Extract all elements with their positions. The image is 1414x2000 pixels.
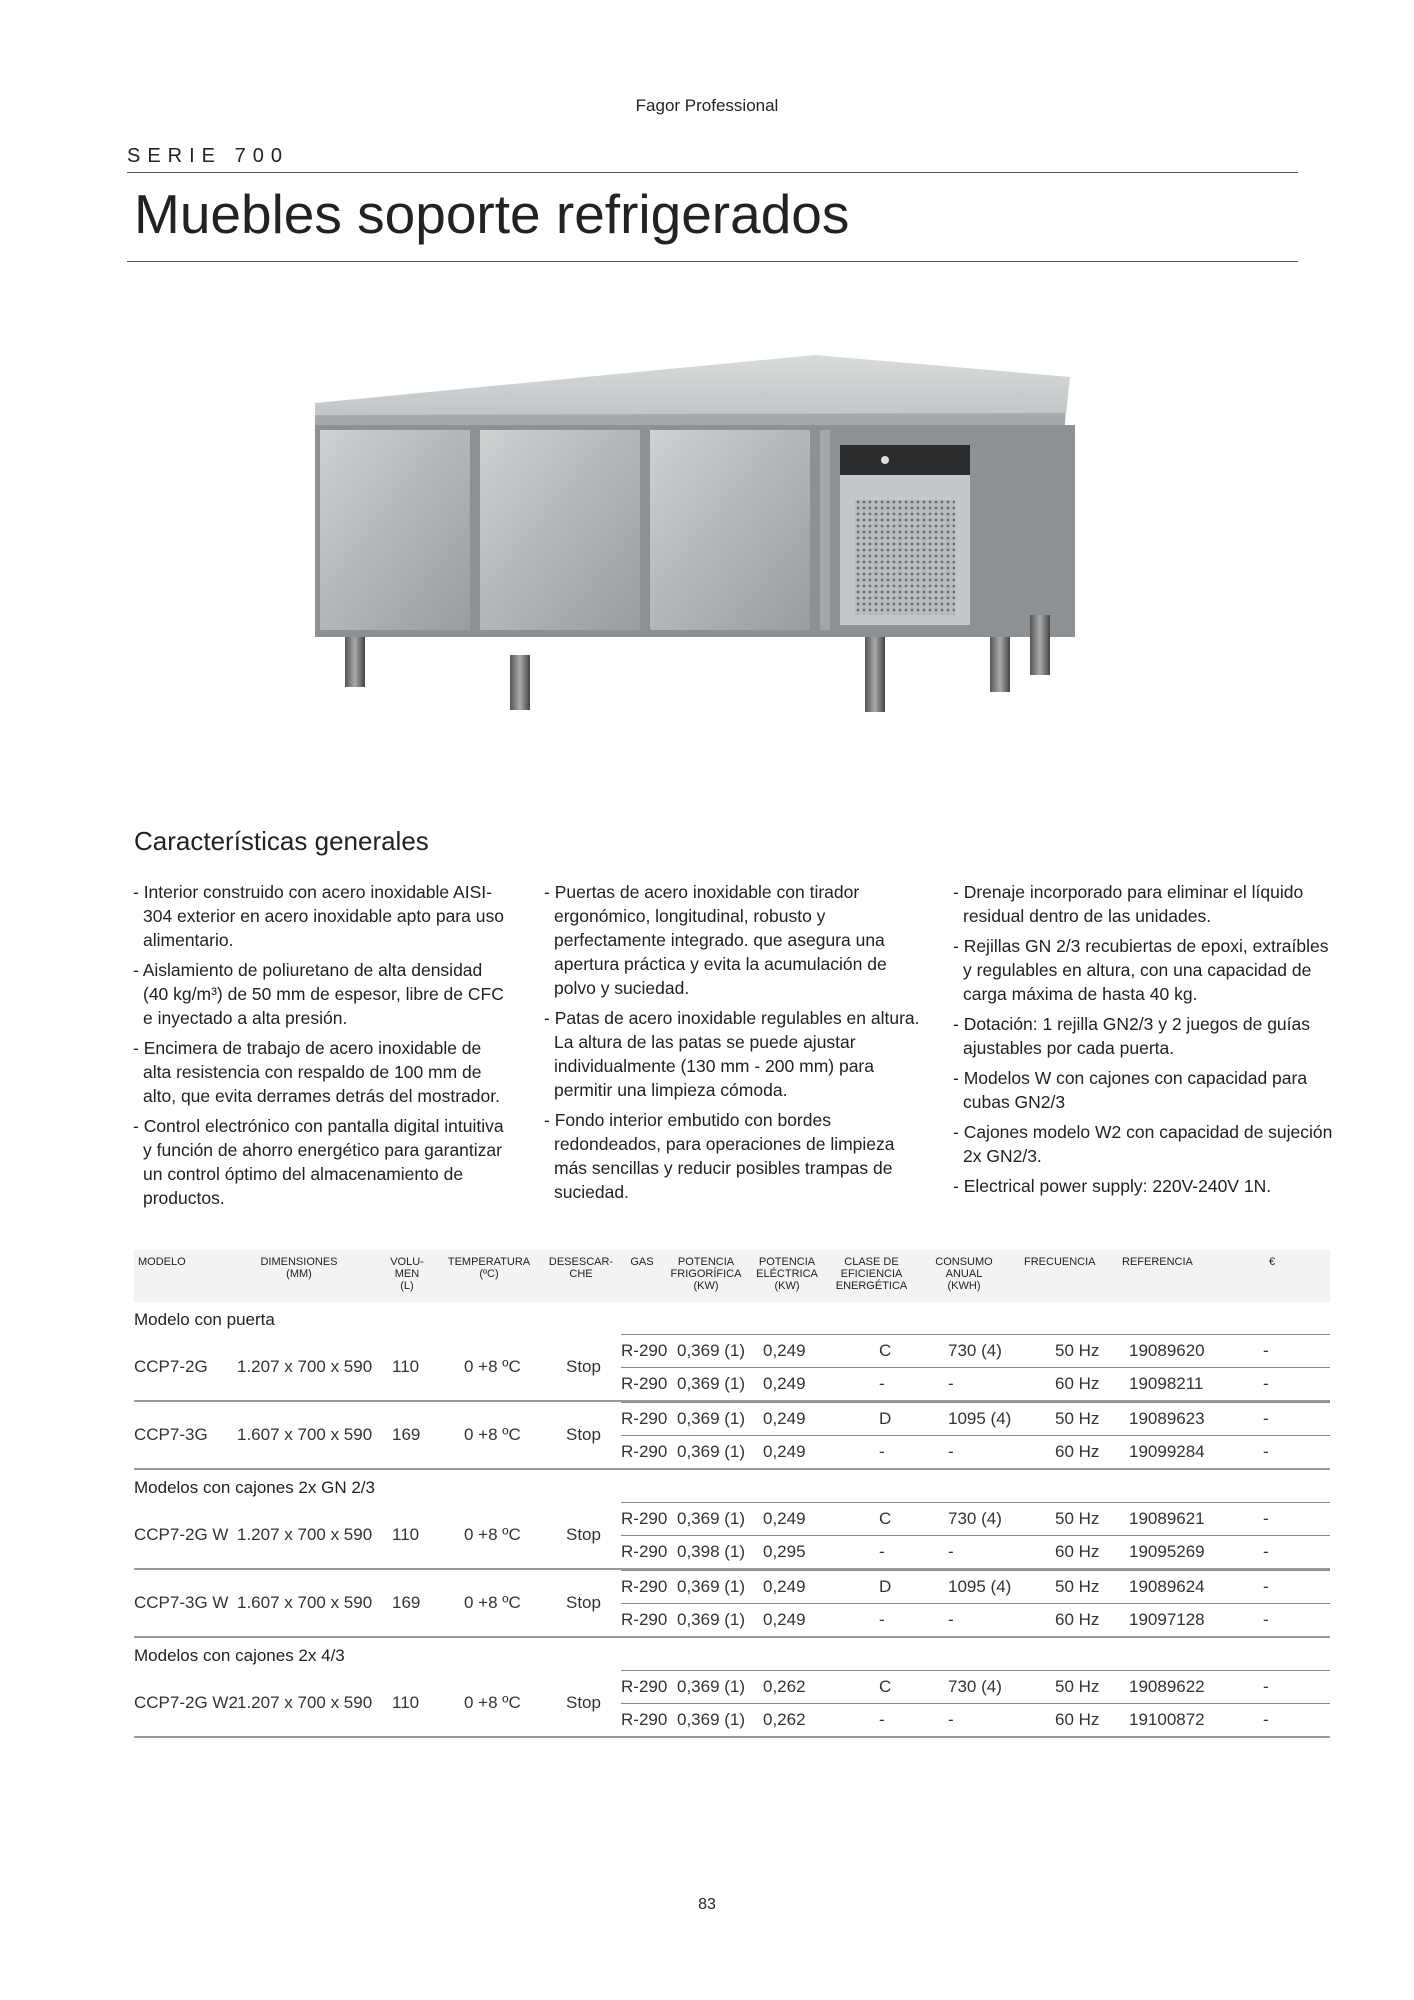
- cell-freq: 60 Hz: [1055, 1374, 1100, 1393]
- cell-dim: 1.607 x 700 x 590: [237, 1593, 373, 1612]
- cell-freq: 50 Hz: [1055, 1509, 1100, 1528]
- cell-freq: 60 Hz: [1055, 1542, 1100, 1561]
- feature-item: - Control electrónico con pantalla digital intuitiva y función de ahorro energético para garantizar un control óptimo del almacenamiento de productos.: [133, 1116, 504, 1208]
- group-label: Modelos con cajones 2x 4/3: [134, 1646, 345, 1665]
- th-frecuencia: FRECUENCIA: [1024, 1256, 1096, 1268]
- cell-pf: 0,369 (1): [677, 1509, 746, 1528]
- cell-temp: 0 +8 ºC: [464, 1525, 521, 1544]
- cell-ref: 19099284: [1129, 1442, 1205, 1461]
- divider: [127, 261, 1298, 262]
- cell-pe: 0,249: [763, 1610, 806, 1629]
- table-header: [134, 1250, 1330, 1302]
- cell-freq: 60 Hz: [1055, 1442, 1100, 1461]
- feature-item: - Drenaje incorporado para eliminar el líquido residual dentro de las unidades.: [953, 882, 1304, 926]
- cell-des: Stop: [566, 1357, 601, 1376]
- cell-ref: 19089623: [1129, 1409, 1205, 1428]
- cell-pf: 0,369 (1): [677, 1710, 746, 1729]
- th-consumo: CONSUMO ANUAL (KWH): [935, 1256, 993, 1292]
- feature-item: - Electrical power supply: 220V-240V 1N.: [953, 1176, 1272, 1196]
- feature-item: - Encimera de trabajo de acero inoxidable de alta resistencia con respaldo de 100 mm de alto, que evita derrames detrás del mostrador.: [133, 1038, 500, 1106]
- divider: [127, 172, 1298, 173]
- section-title: Características generales: [134, 826, 429, 856]
- cell-pf: 0,369 (1): [677, 1610, 746, 1629]
- cell-cons: 730 (4): [948, 1677, 1002, 1696]
- feature-item: - Puertas de acero inoxidable con tirador ergonómico, longitudinal, robusto y perfectamente integrado. que asegura una apertura práctica y evita la acumulación de polvo y suciedad.: [544, 882, 887, 998]
- table-subrow: [621, 1570, 1330, 1603]
- cell-modelo: CCP7-2G W: [134, 1525, 229, 1544]
- cell-modelo: CCP7-2G W2: [134, 1693, 238, 1712]
- cell-clase: -: [879, 1374, 885, 1393]
- cell-dim: 1.607 x 700 x 590: [237, 1425, 373, 1444]
- cell-eur: -: [1263, 1409, 1269, 1428]
- page-title: Muebles soporte refrigerados: [134, 183, 850, 245]
- table-row: [134, 1402, 1330, 1470]
- feature-item: - Interior construido con acero inoxidable AISI-304 exterior en acero inoxidable apto para uso alimentario.: [133, 882, 504, 950]
- cell-vol: 169: [392, 1593, 421, 1612]
- cell-ref: 19100872: [1129, 1710, 1205, 1729]
- th-clase: CLASE DE EFICIENCIA ENERGÉTICA: [835, 1256, 908, 1292]
- cell-vol: 110: [392, 1693, 420, 1712]
- group-heading: [134, 1470, 1330, 1502]
- cell-dim: 1.207 x 700 x 590: [237, 1693, 373, 1712]
- table-subrow: [621, 1603, 1330, 1636]
- cell-modelo: CCP7-3G W: [134, 1593, 229, 1612]
- table-row: [134, 1334, 1330, 1402]
- cell-dim: 1.207 x 700 x 590: [237, 1525, 373, 1544]
- feature-item: - Dotación: 1 rejilla GN2/3 y 2 juegos de guías ajustables por cada puerta.: [953, 1014, 1310, 1058]
- cell-clase: D: [879, 1409, 892, 1428]
- cell-cons: -: [948, 1542, 954, 1561]
- serie-label: SERIE 700: [127, 145, 289, 167]
- cell-pe: 0,295: [763, 1542, 806, 1561]
- cell-pe: 0,249: [763, 1442, 806, 1461]
- cell-clase: D: [879, 1577, 892, 1596]
- cell-freq: 50 Hz: [1055, 1409, 1100, 1428]
- feature-item: - Cajones modelo W2 con capacidad de sujeción 2x GN2/3.: [953, 1122, 1333, 1166]
- cell-clase: -: [879, 1610, 885, 1629]
- cell-pf: 0,398 (1): [677, 1542, 746, 1561]
- cell-cons: -: [948, 1610, 954, 1629]
- table-subrow: [621, 1334, 1330, 1367]
- cell-modelo: CCP7-2G: [134, 1357, 208, 1376]
- cell-gas: R-290: [621, 1677, 668, 1696]
- cell-ref: 19098211: [1129, 1374, 1204, 1393]
- cell-freq: 60 Hz: [1055, 1610, 1100, 1629]
- cell-eur: -: [1263, 1341, 1269, 1360]
- brand-name: Fagor Professional: [635, 96, 779, 115]
- cell-pf: 0,369 (1): [677, 1442, 746, 1461]
- cell-clase: C: [879, 1341, 892, 1360]
- specs-table: [134, 1250, 1330, 1738]
- cell-vol: 110: [392, 1357, 420, 1376]
- group-heading: [134, 1302, 1330, 1334]
- features-column-2: [544, 880, 922, 1210]
- cell-gas: R-290: [621, 1341, 668, 1360]
- feature-item: - Rejillas GN 2/3 recubiertas de epoxi, extraíbles y regulables en altura, con una capacidad de carga máxima de hasta 40 kg.: [953, 936, 1329, 1004]
- cell-eur: -: [1263, 1577, 1269, 1596]
- group-label: Modelos con cajones 2x GN 2/3: [134, 1478, 375, 1497]
- cell-eur: -: [1263, 1610, 1269, 1629]
- th-dimensiones: DIMENSIONES (MM): [260, 1256, 338, 1280]
- refrigerated-counter-image: [225, 295, 1165, 780]
- table-subrow: [621, 1402, 1330, 1435]
- cell-clase: -: [879, 1542, 885, 1561]
- cell-cons: 730 (4): [948, 1341, 1002, 1360]
- th-potencia-electrica: POTENCIA ELÉCTRICA (KW): [756, 1256, 818, 1292]
- cell-ref: 19089620: [1129, 1341, 1205, 1360]
- cell-dim: 1.207 x 700 x 590: [237, 1357, 373, 1376]
- cell-gas: R-290: [621, 1542, 668, 1561]
- features-column-3: [953, 880, 1333, 1204]
- cell-pf: 0,369 (1): [677, 1677, 746, 1696]
- cell-gas: R-290: [621, 1577, 668, 1596]
- cell-modelo: CCP7-3G: [134, 1425, 208, 1444]
- cell-pf: 0,369 (1): [677, 1577, 746, 1596]
- table-subrow: [621, 1435, 1330, 1468]
- feature-item: - Modelos W con cajones con capacidad para cubas GN2/3: [953, 1068, 1308, 1112]
- table-subrow: [621, 1703, 1330, 1736]
- th-temperatura: TEMPERATURA (ºC): [447, 1256, 531, 1280]
- th-referencia: REFERENCIA: [1122, 1256, 1193, 1268]
- cell-freq: 60 Hz: [1055, 1710, 1100, 1729]
- table-row: [134, 1502, 1330, 1570]
- cell-pf: 0,369 (1): [677, 1409, 746, 1428]
- cell-pe: 0,262: [763, 1677, 806, 1696]
- cell-cons: -: [948, 1442, 954, 1461]
- table-row: [134, 1670, 1330, 1738]
- cell-ref: 19095269: [1129, 1542, 1205, 1561]
- cell-gas: R-290: [621, 1442, 668, 1461]
- cell-eur: -: [1263, 1509, 1269, 1528]
- cell-eur: -: [1263, 1442, 1269, 1461]
- th-desescarche: DESESCAR- CHE: [548, 1256, 614, 1280]
- table-subrow: [621, 1502, 1330, 1535]
- cell-gas: R-290: [621, 1610, 668, 1629]
- cell-ref: 19089624: [1129, 1577, 1205, 1596]
- table-subrow: [621, 1670, 1330, 1703]
- cell-temp: 0 +8 ºC: [464, 1425, 521, 1444]
- cell-temp: 0 +8 ºC: [464, 1593, 521, 1612]
- cell-pe: 0,262: [763, 1710, 806, 1729]
- group-label: Modelo con puerta: [134, 1310, 275, 1329]
- cell-vol: 169: [392, 1425, 421, 1444]
- group-heading: [134, 1638, 1330, 1670]
- feature-item: - Aislamiento de poliuretano de alta densidad (40 kg/m³) de 50 mm de espesor, libre de CFC e inyectado a alta presión.: [133, 960, 504, 1028]
- th-gas: GAS: [630, 1256, 654, 1268]
- cell-des: Stop: [566, 1593, 601, 1612]
- th-volumen: VOLU- MEN (L): [390, 1256, 424, 1292]
- cell-pe: 0,249: [763, 1509, 806, 1528]
- cell-gas: R-290: [621, 1374, 668, 1393]
- table-subrow: [621, 1535, 1330, 1568]
- cell-gas: R-290: [621, 1409, 668, 1428]
- cell-pe: 0,249: [763, 1577, 806, 1596]
- table-row: [134, 1570, 1330, 1638]
- cell-temp: 0 +8 ºC: [464, 1357, 521, 1376]
- cell-clase: C: [879, 1509, 892, 1528]
- cell-cons: -: [948, 1710, 954, 1729]
- cell-eur: -: [1263, 1374, 1269, 1393]
- cell-temp: 0 +8 ºC: [464, 1693, 521, 1712]
- th-modelo: MODELO: [138, 1256, 186, 1268]
- cell-cons: 1095 (4): [948, 1409, 1012, 1428]
- cell-pe: 0,249: [763, 1374, 806, 1393]
- cell-ref: 19097128: [1129, 1610, 1205, 1629]
- cell-cons: -: [948, 1374, 954, 1393]
- cell-pf: 0,369 (1): [677, 1374, 746, 1393]
- cell-eur: -: [1263, 1710, 1269, 1729]
- cell-vol: 110: [392, 1525, 420, 1544]
- cell-ref: 19089621: [1129, 1509, 1205, 1528]
- page-number: 83: [698, 1896, 716, 1913]
- cell-cons: 730 (4): [948, 1509, 1002, 1528]
- cell-pe: 0,249: [763, 1409, 806, 1428]
- cell-des: Stop: [566, 1525, 601, 1544]
- cell-eur: -: [1263, 1677, 1269, 1696]
- feature-item: - Fondo interior embutido con bordes redondeados, para operaciones de limpieza más sencillas y reducir posibles trampas de suciedad.: [544, 1110, 895, 1202]
- cell-gas: R-290: [621, 1710, 668, 1729]
- features-column-1: [133, 880, 511, 1216]
- feature-item: - Patas de acero inoxidable regulables en altura. La altura de las patas se puede ajustar individualmente (130 mm - 200 mm) para permitir una limpieza cómoda.: [544, 1008, 920, 1100]
- cell-des: Stop: [566, 1425, 601, 1444]
- table-subrow: [621, 1367, 1330, 1400]
- cell-clase: -: [879, 1710, 885, 1729]
- cell-freq: 50 Hz: [1055, 1341, 1100, 1360]
- th-precio: €: [1268, 1256, 1276, 1268]
- cell-clase: C: [879, 1677, 892, 1696]
- cell-freq: 50 Hz: [1055, 1677, 1100, 1696]
- cell-des: Stop: [566, 1693, 601, 1712]
- cell-cons: 1095 (4): [948, 1577, 1012, 1596]
- cell-pf: 0,369 (1): [677, 1341, 746, 1360]
- cell-pe: 0,249: [763, 1341, 806, 1360]
- cell-clase: -: [879, 1442, 885, 1461]
- cell-ref: 19089622: [1129, 1677, 1205, 1696]
- cell-freq: 50 Hz: [1055, 1577, 1100, 1596]
- cell-eur: -: [1263, 1542, 1269, 1561]
- th-potencia-frigorifica: POTENCIA FRIGORÍFICA (KW): [670, 1256, 742, 1292]
- cell-gas: R-290: [621, 1509, 668, 1528]
